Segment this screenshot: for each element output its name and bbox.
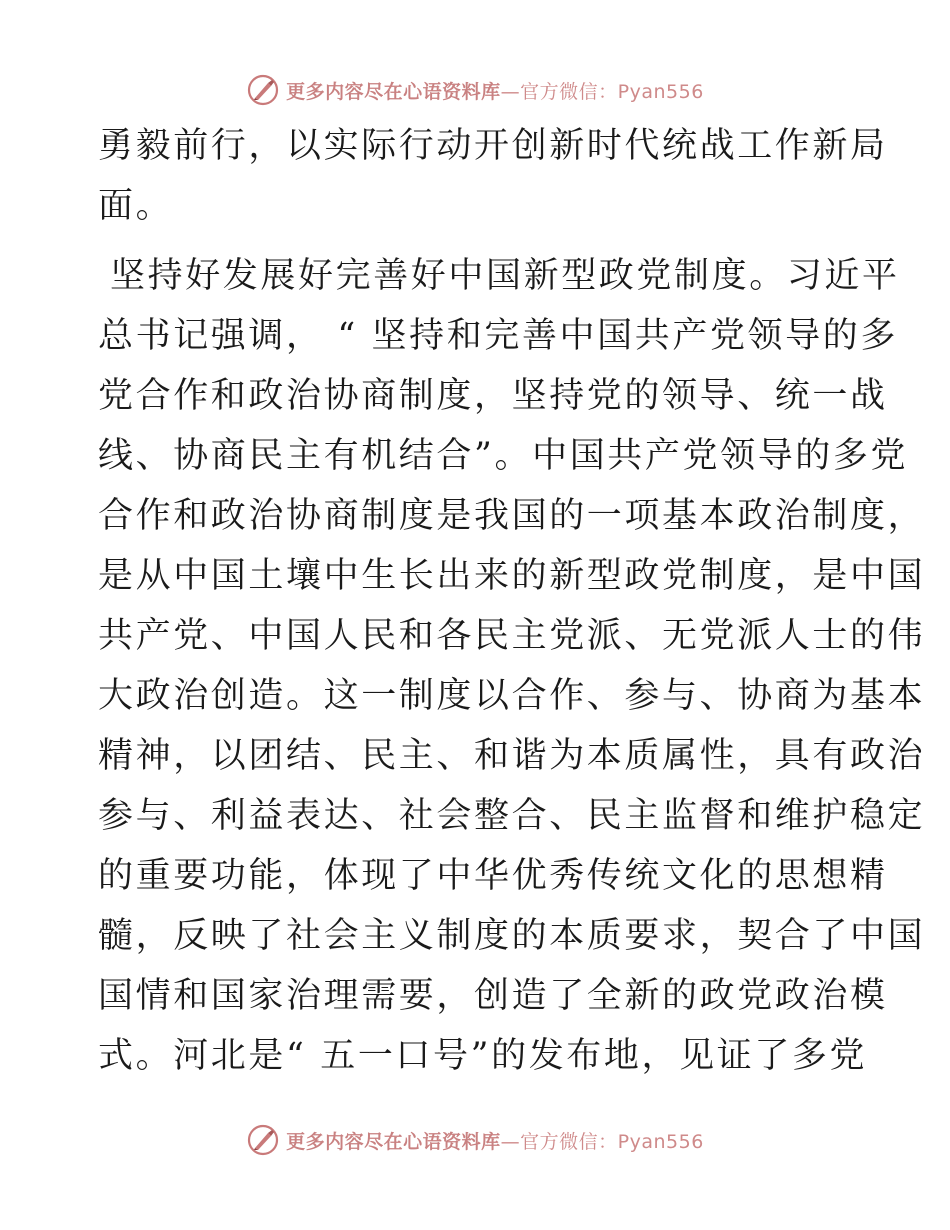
paragraph-spacer bbox=[98, 242, 858, 252]
footer-watermark-main: 更多内容尽在心语资料库 bbox=[286, 1130, 501, 1153]
header-watermark-dash: — bbox=[500, 80, 521, 103]
pen-logo-icon bbox=[246, 1123, 280, 1157]
text-line: 髓，反映了社会主义制度的本质要求，契合了中国 bbox=[98, 916, 926, 956]
text-line: 大政治创造。这一制度以合作、参与、协商为基本 bbox=[98, 676, 926, 716]
text-line: 坚持好发展好完善好中国新型政党制度。习近平 bbox=[110, 256, 900, 296]
document-body bbox=[98, 122, 926, 1092]
header-watermark-text bbox=[286, 77, 704, 104]
footer-watermark-banner bbox=[0, 1120, 950, 1160]
text-line: 党合作和政治协商制度，坚持党的领导、统一战 bbox=[98, 376, 888, 416]
text-line: 精神，以团结、民主、和谐为本质属性，具有政治 bbox=[98, 736, 926, 776]
text-line: 面。 bbox=[98, 186, 174, 226]
text-line: 是从中国土壤中生长出来的新型政党制度，是中国 bbox=[98, 556, 926, 596]
paragraph-1 bbox=[98, 122, 888, 230]
pen-logo-icon bbox=[246, 73, 280, 107]
text-line: 勇毅前行，以实际行动开创新时代统战工作新局 bbox=[98, 126, 888, 166]
text-line: 总书记强调， “ 坚持和完善中国共产党领导的多 bbox=[98, 316, 898, 356]
header-watermark-banner bbox=[0, 70, 950, 110]
text-line: 的重要功能，体现了中华优秀传统文化的思想精 bbox=[98, 856, 888, 896]
header-watermark-wechat: 官方微信：Pyan556 bbox=[520, 80, 704, 103]
footer-watermark-text bbox=[286, 1127, 704, 1154]
text-line: 共产党、中国人民和各民主党派、无党派人士的伟 bbox=[98, 616, 926, 656]
text-line: 参与、利益表达、社会整合、民主监督和维护稳定 bbox=[98, 796, 926, 836]
text-line: 国情和国家治理需要，创造了全新的政党政治模 bbox=[98, 976, 888, 1016]
text-line: 线、协商民主有机结合”。中国共产党领导的多党 bbox=[98, 436, 909, 476]
paragraph-2 bbox=[98, 252, 926, 1080]
header-watermark-main: 更多内容尽在心语资料库 bbox=[286, 80, 501, 103]
footer-watermark-wechat: 官方微信：Pyan556 bbox=[520, 1130, 704, 1153]
text-line: 合作和政治协商制度是我国的一项基本政治制度， bbox=[98, 496, 926, 536]
text-line: 式。河北是“ 五一口号”的发布地，见证了多党 bbox=[98, 1036, 868, 1076]
footer-watermark-dash: — bbox=[500, 1130, 521, 1153]
